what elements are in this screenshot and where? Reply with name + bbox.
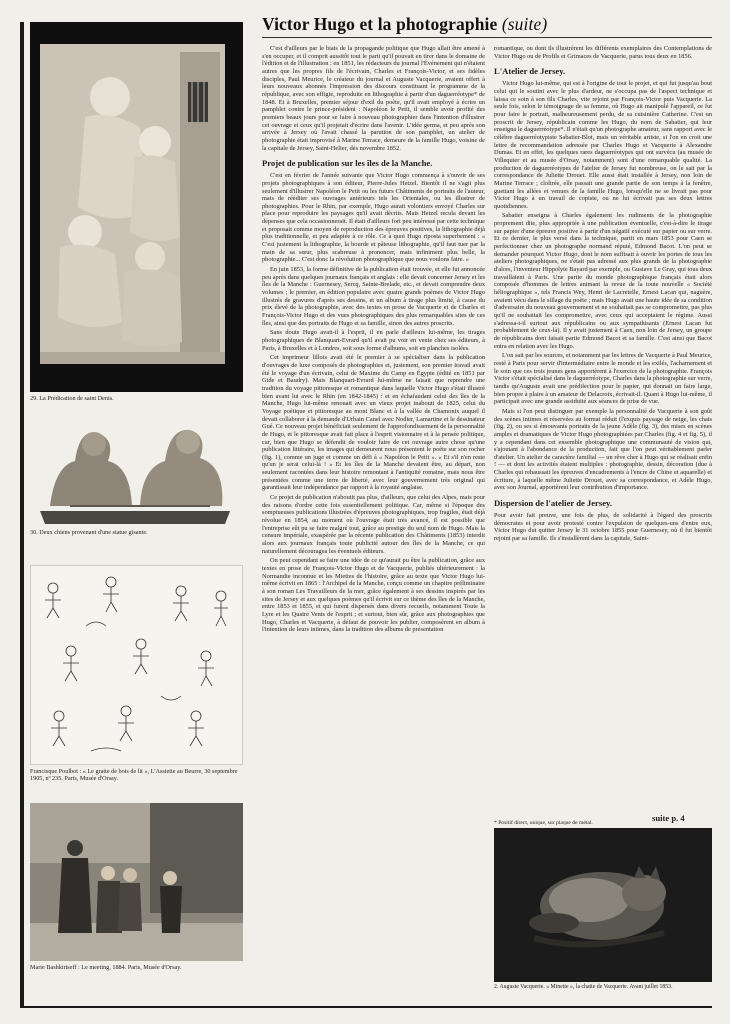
figure-poulbot <box>30 565 243 783</box>
page-title <box>262 14 712 35</box>
paragraph: C'est d'ailleurs par le biais de la propagande politique que Hugo allait être amené à s'en occuper, et il comprit aussitôt tout le parti qu'il pouvait en tirer dans le domaine de l'édition et de l'illustration : en 1851, les rédacteurs du journal l'Événement qui n'étaient autres que les propres fils de l'écrivain, Charles et François-Victor, et ses fidèles disciples, Paul Meurice, le créateur du journal et Auguste Vacquerie, avaient offert à leurs nouveaux abonnés l'impression des discours constituant le programme de la république, avec son effigie, reproduite en lithographie à partir d'un daguerréotype* de 1848. Et à Bruxelles, premier séjour d'exil du poète, qu'il avait employé à écrire un pamphlet contre le prince-président : Napoléon le Petit, il semble avoir profité des premiers beaux jours pour se faire à nouveau photographier dans l'intention d'illustrer cet ouvrage et ceux qu'il projetait d'écrire dans l'avenir. L'idée germa, et peu après son arrivée à Jersey où l'avait chassé la parution de son pamphlet, un atelier de photographie était improvisé à Marine Terrace, demeure de la famille Hugo, voisine de la capitale de Jersey, Saint-Helier, dès novembre 1852. <box>262 45 485 152</box>
caption-fig29: 29. La Prédication de saint Denis. <box>30 395 114 402</box>
article-column-1 <box>262 45 485 1001</box>
paragraph: L'on sait par les sources, et notamment par les lettres de Vacquerie à Paul Meurice, resté à Paris pour servir d'intermédiaire entre le monde et les exilés, l'acharnement et le soin que ces trois jeunes gens apportèrent à l'exercice de la photographie. François Victor s'était spécialisé dans le daguerréotype, Charles dans la photographie sur verre, tandis qu'Auguste avait une prédilection pour le papier, qui donnait un faire large, bien propre à plaire à un amateur de Delacroix, écrivait-il. Quant à Hugo lui-même, il participait avec une grande assiduité aux séances de prise de vue. <box>494 352 712 406</box>
caption-fig30: 30. Deux chiens provenant d'une statue gisante. <box>30 529 148 536</box>
caption-fig32: Marie Bashkirtseff : Le meeting, 1884. Paris, Musée d'Orsay. <box>30 964 182 971</box>
sculpture-photo <box>30 22 243 392</box>
bottom-border-rule <box>20 1006 712 1008</box>
dogs-photo <box>30 406 243 526</box>
sculpture-illustration <box>30 22 243 392</box>
paragraph: Pour avoir fait preuve, une fois de plus, de solidarité à l'égard des proscrits démocrates et pour avoir protesté contre l'expulsion de quelques-uns d'entre eux, Victor Hugo dut quitter Jersey le 31 octobre 1855 pour Guernesey, où il fut bientôt rejoint par sa famille. Ils s'installèrent dans la capitale, Saint- <box>494 512 712 543</box>
title-text: Victor Hugo et la photographie <box>262 14 498 34</box>
figure-dogs <box>30 406 243 536</box>
figure-bashkirtseff <box>30 803 243 971</box>
article-column-2 <box>494 45 712 819</box>
caption-fig-cat: 2. Auguste Vacquerie. « Minette », la chatte de Vacquerie. Avant juillet 1853. <box>494 984 673 990</box>
paragraph: Victor Hugo lui-même, qui est à l'origine de tout le projet, et qui fut jusqu'au bout celui qui le soutint avec le plus d'ardeur, ne s'occupa pas de l'aspect technique et laissa ce soin à son fils Charles, vite rejoint par François-Victor puis Vacquerie. La seule fois, selon le témoignage de sa femme, où Hugo ait manipulé l'appareil, ce fut pour faire le portrait, malheureusement perdu, de sa cuisinière Catherine. C'est un proscrit de Jersey, républicain comme les Hugo, du nom de Sabatier, qui leur enseigna le daguerréotype*. Il n'était qu'un photographe amateur, sans rapport avec le célèbre daguerréotypiste Sabatier-Blot, mais un véritable artiste, si l'on en croit une lettre de recommandation adressée par Charles Hugo et Vacquerie à Alexandre Dumas. Et en effet, les quelques rares daguerréotypes qui ont survécu (au musée de Villequier et au musée d'Orsay, notamment) sont d'une remarquable qualité. La production de daguerréotypes de l'atelier de Jersey fut nombreuse, on le sait par la correspondance de Juliette Drouet. Elle aussi était installée à Jersey, non loin de Marine Terrace ; cloîtrée, elle passait une grande partie de son temps à la fenêtre, guettant les allées et venues de la famille Hugo, lorsqu'elle ne se livrait pas pour Victor Hugo à un travail de copiste, ou ne lui écrivait pas ses deux lettres quotidiennes. <box>494 80 712 210</box>
continued-link[interactable]: suite p. 4 <box>652 813 685 823</box>
left-border-rule <box>20 22 24 1007</box>
paragraph: Mais si l'on peut distinguer par exemple la personnalité de Vacquerie à son goût des scènes intimes et réservées au format réduit (l'exquis paysage de neige, les chats (fig. 2), ou ses si émouvants portraits de la jeune Adèle (fig. 3), des mises en scènes amples et dramatiques de Victor Hugo photographiées par Charles (fig. 4 et fig. 5), il y a cependant dans cet ensemble photographique une communauté de vision qui, s'ajoutant à l'abondance de la production, fait que l'on peut véritablement parler d'atelier. Un atelier de caractère familial — un rêve cher à Hugo qui se réalisait enfin ! — et dont les activités étaient multiples : photographie, dessin, décoration (due à Charles qui rehaussait les épreuves d'encadrements à l'encre de Chine et aquarelle) et écriture, à laquelle même Juliette Drouet, avec sa correspondance, et Adèle Hugo, avec son Journal, apportèrent leur contribution d'importance. <box>494 407 712 492</box>
paragraph: On peut cependant se faire une idée de ce qu'aurait pu être la publication, grâce aux textes en prose de François-Victor Hugo et de Vacquerie, publiés ultérieurement : la Normandie inconnue et les Miettes de l'histoire, grâce au texte que Victor Hugo lui-même écrivit en 1865 : l'Archipel de la Manche, conçu comme un chapitre préliminaire à son roman Les Travailleurs de la mer, grâce également à ses dessins inspirés par les sites de Jersey et aux quelques poèmes qu'il écrivit sur ce thème des îles de la Manche, entre 1853 et 1855, et qui furent dispersés dans divers recueils, notamment Toute la Lyre et les Quatre Vents de l'esprit ; et surtout, bien sûr, grâce aux photographies que Hugo, Charles et Vacquerie, à défaut de pouvoir les publier, composèrent en album à l'intention de leurs intimes, dans la tradition des albums de présentation <box>262 557 485 634</box>
paragraph: C'est en février de l'année suivante que Victor Hugo commença à s'ouvrir de ses projets photographiques à son éditeur, Pierre-Jules Hetzel. Bientôt il ne s'agit plus seulement d'illustrer Napoléon le Petit ou les futurs Châtiments de portraits de l'auteur, mais de rééditer ses ouvrages antérieurs tels les Orientales, ou les illustrer de photographies. Pour le Rhin, par exemple, Hugo aurait volontiers envoyé Charles sur place pour reproduire les paysages qu'il avait décrits. Mais Hetzel recula devant les dépenses que cela occasionnerait. Il était d'ailleurs fort peu intéressé par cette technique et proposait comme moyen de reproduction des épreuves positives, la lithographie déjà plus traditionnelle, et peu adaptée à ce rôle. Ce à quoi Hugo riposta superbement : « C'est justement la lithographie, la bourde et pâteuse lithographie, qu'il faut tuer par la main de sa sœur, plus scabreuse à prononcer, mais infiniment plus belle, la photographie... C'est donc la révolution photographique que nous voulons faire. » <box>262 172 485 264</box>
figure-cat <box>494 828 712 991</box>
paragraph: romantique, ou dont ils illustrèrent les différents exemplaires des Contemplations de Victor Hugo ou de Profils et Grimaces de Vacquerie, parus tous deux en 1856. <box>494 45 712 60</box>
painting-illustration <box>30 803 243 961</box>
meeting-painting <box>30 803 243 961</box>
dogs-illustration <box>30 406 243 526</box>
cat-photo <box>494 828 712 982</box>
paragraph: En juin 1853, la forme définitive de la publication était trouvée, et elle fut annoncée peu après dans quelques journaux français et anglais : elle devait concerner Jersey et les îles de la Manche : Guernesey, Sercq, Sainte-Brelade, etc., et devait comprendre deux volumes ; le premier, en édition populaire avec quatre grands poèmes de Victor Hugo illustrés de gravures d'après ses dessins, et un album à tirage plus limité, à cause du prix élevé de la photographie, avec des textes en prose de Vacquerie et de Charles et François-Victor Hugo et des vues photographiques des plus remarquables sites de ces îles, ainsi que des portraits de Hugo et sa famille, sinon des autres proscrits. <box>262 266 485 327</box>
section-heading: Dispersion de l'atelier de Jersey. <box>494 498 612 509</box>
caption-fig31: Francisque Poulbot : « Le gratte de bois de lit », L'Assiette au Beurre, 30 septembre 1905, nº 235. Paris, Musée d'Orsay. <box>30 768 238 783</box>
sketch-drawing <box>30 565 243 765</box>
sketch-illustration <box>31 566 243 765</box>
cat-illustration <box>494 828 712 982</box>
footnote: * Positif direct, unique, sur plaque de métal. <box>494 820 593 826</box>
section-heading: Projet de publication sur les îles de la Manche. <box>262 158 433 169</box>
paragraph: Ce projet de publication n'aboutit pas plus, d'ailleurs, que celui des Alpes, mais pour des raisons d'ordre cette fois essentiellement politique. Car, même si l'époque des somptueuses publications illustrées d'épreuves photographiques, trop fragiles, était déjà révolue en 1854, au moment où l'ouvrage était très avancé, il est possible que l'entreprise eût pu se faire malgré tout, grâce au prestige du seul nom de Hugo. Mais la censure impériale, exaspérée par la récente publication des Châtiments (1853) interdit alors aux journaux français toute publicité autour des îles de la Manche, ce qui naturellement découragea les éventuels éditeurs. <box>262 494 485 555</box>
title-rule <box>262 37 712 38</box>
paragraph: Sabatier enseigna à Charles également les rudiments de la photographie proprement dite, plus appropriée à une publication éventuelle, c'est-à-dire le tirage sur papier d'une épreuve positive à partir d'un négatif exécuté sur papier ou sur verre. Et ce dernier, le plus versé dans la technique, partit en mars 1853 pour Caen se perfectionner chez un photographe normand réputé, Edmond Bacot. L'on peut se demander pourquoi Victor Hugo, dont le nom suffisait à ouvrir les portes de tous les ateliers photographiques, ne s'était pas adressé aux plus grands de la photographie d'alors, l'inventeur Hippolyte Bayard par exemple, ou Gustave Le Gray, qui tous deux travaillaient à Paris. Une partie du monde photographique français était alors composée d'hommes de lettres animant la revue de la toute nouvelle « Société héliographique », tels Francis Wey, Henri de Lacretelle, Ernest Lacan qui, naguère, avaient vécu dans le sillage du poète ; mais Hugo avait une haute idée de sa condition d'adversaire du nouveau gouvernement et ne souhaitait pas se compromettre, pas plus qu'il ne souhaitait les compromettre, avec ceux qui acceptaient le régime. Aussi s'adressa-t-il surtout aux républicains ou aux sympathisants (Ernest Lacan fut probablement de ceux-là). Il y avait justement à Caen, non loin de Jersey, un groupe de républicains dont faisait partie Edmond Bacot et sa famille. C'est ainsi que Bacot entra en relation avec les Hugo. <box>494 212 712 350</box>
figure-predication <box>30 22 243 402</box>
paragraph: Cet imprimeur lillois avait été le premier à se spécialiser dans la publication d'ouvrages de luxe composés de photographies et, justement, son premier travail avait été le voyage d'un écrivain, celui de Maxime du Camp en Égypte (édité en 1851 par Gide et Baudry). Mais Blanquart-Evrard lui-même ne faisait que reprendre une tradition du voyage pittoresque et romantique dans laquelle Victor Hugo s'était illustré bien avant lui avec le Rhin (en 1842-1845) : et en échafaudant celui des îles de la Manche, Hugo lui-même renouait avec un vieux projet inabouti de 1825, celui du Voyage poétique et pittoresque au mont Blanc et à la vallée de Chamonix auquel il devait collaborer à la demande d'Urbain Canel avec Nodier, Lamartine et le dessinateur Gué. Ce nouveau projet bénéficiait seulement de l'approfondissement de la personnalité de Hugo, et le pittoresque avait fait place à l'esprit visionnaire et à la pensée politique, car, bien que Hugo se défendit de vouloir faire de cet ouvrage autre chose qu'une publication littéraire, les images qui demeurent nous présentent le poète sur son rocher (fig. 1), comme un juge et comme un défi à « Napoléon le Petit ». « Et s'il n'en reste qu'un je serai celui-là ! » Et les îles de la Manche devaient être, au départ, non seulement racontées dans leur histoire remontant à l'antiquité romaine, mais nous être présentées comme une terre de liberté, avec leur gouvernement très original qui garantissait leur indépendance par rapport à la royauté anglaise. <box>262 354 485 492</box>
paragraph: Sans doute Hugo avait-il à l'esprit, il en parle d'ailleurs lui-même, les tirages photographiques de Blanquart-Evrard qu'il avait pu voir en vente chez ses éditeurs, à Paris, à Bruxelles et à Londres, soit sous forme d'albums, soit en planches isolées. <box>262 329 485 352</box>
title-suffix: (suite) <box>501 14 548 34</box>
section-heading: L'Atelier de Jersey. <box>494 66 566 77</box>
